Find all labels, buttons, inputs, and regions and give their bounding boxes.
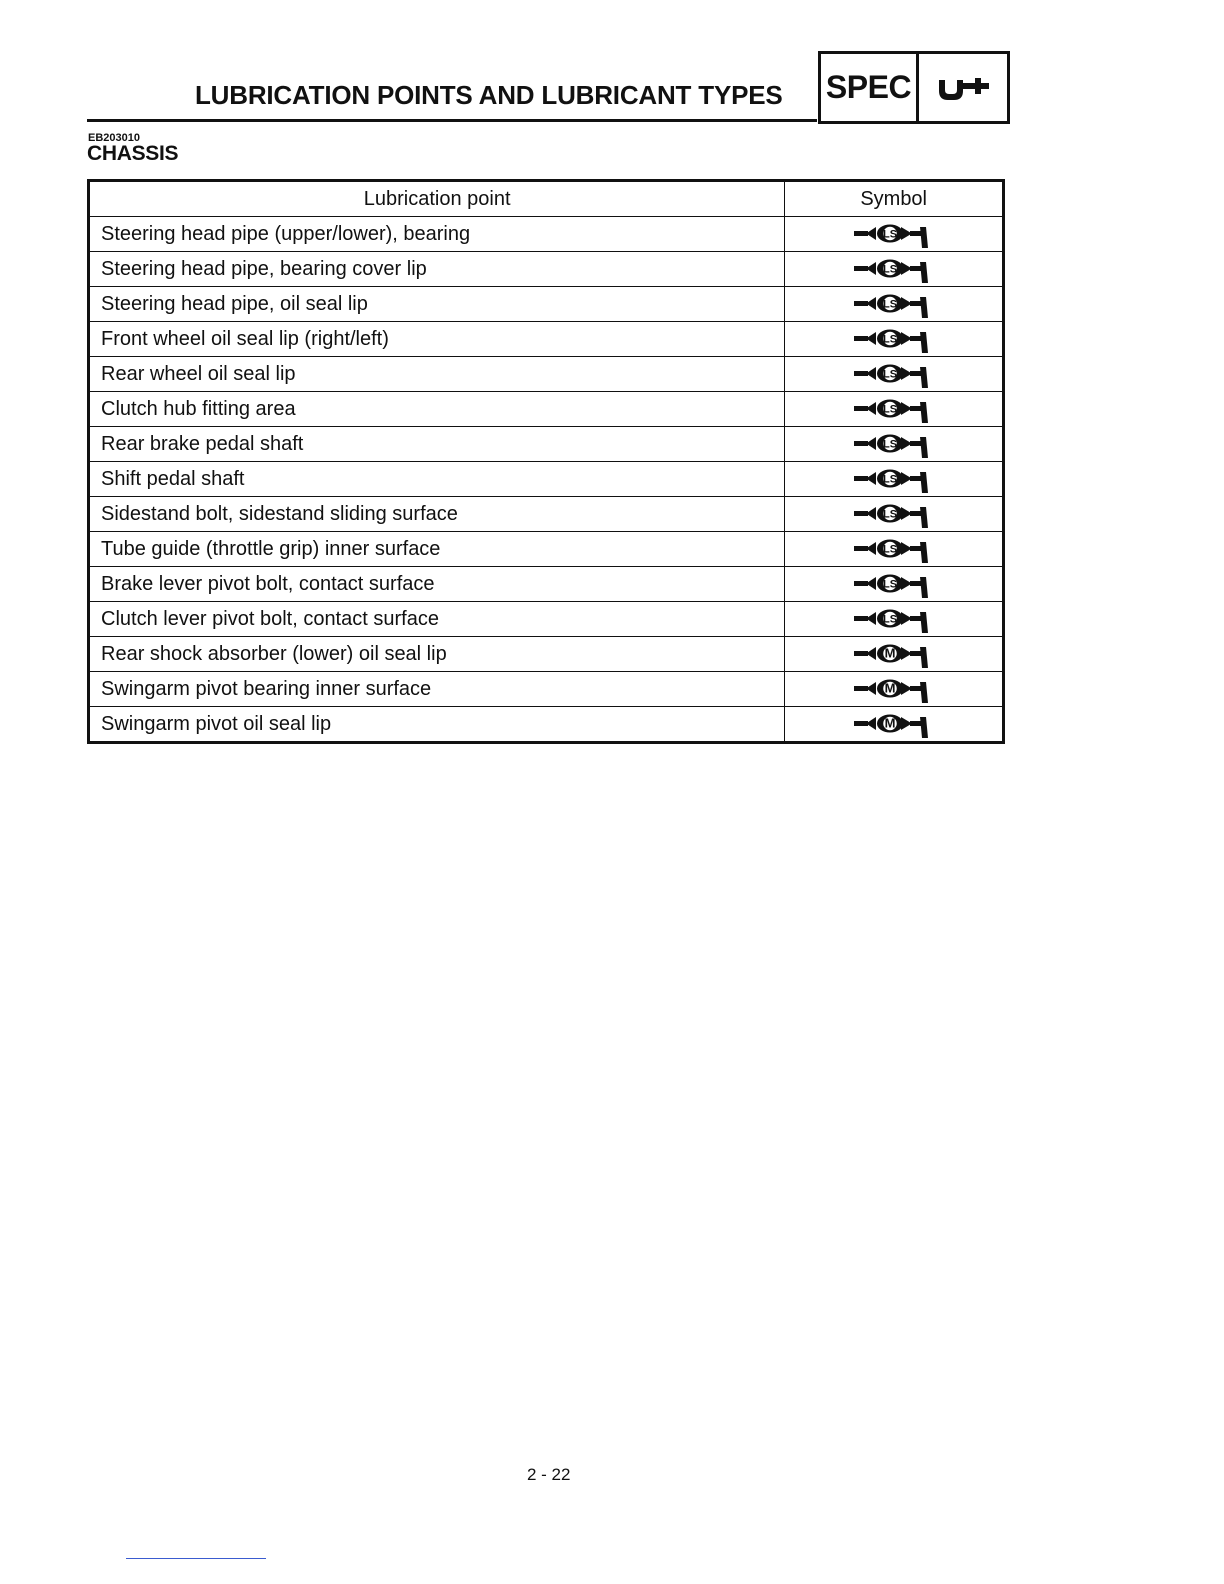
- lubrication-point-cell: Clutch lever pivot bolt, contact surface: [89, 602, 785, 637]
- table-row: [89, 322, 1004, 357]
- symbol-letter: LS: [882, 228, 897, 240]
- lubrication-table: [87, 179, 1005, 744]
- lithium-soap-grease-icon: [852, 223, 936, 249]
- lubrication-point-cell: Clutch hub fitting area: [89, 392, 785, 427]
- lithium-soap-grease-icon: [852, 258, 936, 284]
- symbol-cell: [785, 217, 1004, 252]
- symbol-letter: LS: [882, 543, 897, 555]
- symbol-cell: [785, 532, 1004, 567]
- spec-label: SPEC: [821, 54, 919, 121]
- lithium-soap-grease-icon: [852, 468, 936, 494]
- symbol-cell: [785, 287, 1004, 322]
- section-code: EB203010: [88, 132, 140, 144]
- lubrication-point-cell: Rear wheel oil seal lip: [89, 357, 785, 392]
- wrench-grease-icon: [919, 54, 1007, 121]
- table-row: [89, 287, 1004, 322]
- table-row: [89, 602, 1004, 637]
- lubrication-point-cell: Steering head pipe, bearing cover lip: [89, 252, 785, 287]
- table-header-row: [89, 181, 1004, 217]
- symbol-letter: LS: [882, 333, 897, 345]
- table-row: [89, 217, 1004, 252]
- lubrication-point-cell: Rear brake pedal shaft: [89, 427, 785, 462]
- lithium-soap-grease-icon: [852, 328, 936, 354]
- table-row: [89, 672, 1004, 707]
- symbol-letter: LS: [882, 508, 897, 520]
- table-row: [89, 497, 1004, 532]
- lithium-soap-grease-icon: [852, 573, 936, 599]
- lubrication-point-cell: Swingarm pivot oil seal lip: [89, 707, 785, 743]
- symbol-cell: [785, 497, 1004, 532]
- table-row: [89, 567, 1004, 602]
- symbol-letter: LS: [882, 263, 897, 275]
- lubrication-point-cell: Front wheel oil seal lip (right/left): [89, 322, 785, 357]
- table-row: [89, 707, 1004, 743]
- footer-line: [126, 1558, 266, 1559]
- molybdenum-grease-icon: [852, 643, 936, 669]
- column-header-lubrication-point: Lubrication point: [89, 181, 785, 217]
- lithium-soap-grease-icon: [852, 363, 936, 389]
- symbol-letter: LS: [882, 578, 897, 590]
- symbol-letter: LS: [882, 438, 897, 450]
- table-row: [89, 392, 1004, 427]
- lithium-soap-grease-icon: [852, 398, 936, 424]
- symbol-letter: LS: [882, 613, 897, 625]
- lubrication-point-cell: Rear shock absorber (lower) oil seal lip: [89, 637, 785, 672]
- table-body: [89, 217, 1004, 743]
- molybdenum-grease-icon: [852, 713, 936, 739]
- symbol-cell: [785, 462, 1004, 497]
- lithium-soap-grease-icon: [852, 538, 936, 564]
- spec-badge: [818, 51, 1010, 124]
- symbol-cell: [785, 637, 1004, 672]
- symbol-cell: [785, 707, 1004, 743]
- symbol-cell: [785, 322, 1004, 357]
- symbol-cell: [785, 427, 1004, 462]
- section-title: CHASSIS: [87, 142, 179, 165]
- table-row: [89, 252, 1004, 287]
- lithium-soap-grease-icon: [852, 433, 936, 459]
- lubrication-point-cell: Swingarm pivot bearing inner surface: [89, 672, 785, 707]
- page-number: 2 - 22: [527, 1465, 571, 1484]
- lubrication-point-cell: Sidestand bolt, sidestand sliding surface: [89, 497, 785, 532]
- table-row: [89, 637, 1004, 672]
- molybdenum-grease-icon: [852, 678, 936, 704]
- symbol-letter: LS: [882, 368, 897, 380]
- table-row: [89, 427, 1004, 462]
- table-row: [89, 532, 1004, 567]
- symbol-cell: [785, 392, 1004, 427]
- symbol-letter: LS: [882, 473, 897, 485]
- symbol-letter: LS: [882, 298, 897, 310]
- symbol-cell: [785, 602, 1004, 637]
- symbol-letter: LS: [882, 403, 897, 415]
- title-rule: [87, 119, 817, 122]
- lubrication-point-cell: Steering head pipe, oil seal lip: [89, 287, 785, 322]
- symbol-letter: M: [884, 645, 896, 660]
- lubrication-point-cell: Tube guide (throttle grip) inner surface: [89, 532, 785, 567]
- symbol-cell: [785, 252, 1004, 287]
- page-title: LUBRICATION POINTS AND LUBRICANT TYPES: [195, 80, 783, 110]
- lithium-soap-grease-icon: [852, 293, 936, 319]
- lithium-soap-grease-icon: [852, 608, 936, 634]
- column-header-symbol: Symbol: [785, 181, 1004, 217]
- symbol-cell: [785, 357, 1004, 392]
- table-row: [89, 462, 1004, 497]
- lubrication-point-cell: Steering head pipe (upper/lower), bearing: [89, 217, 785, 252]
- symbol-letter: M: [884, 680, 896, 695]
- lubrication-point-cell: Shift pedal shaft: [89, 462, 785, 497]
- lithium-soap-grease-icon: [852, 503, 936, 529]
- symbol-cell: [785, 672, 1004, 707]
- symbol-letter: M: [884, 715, 896, 730]
- symbol-cell: [785, 567, 1004, 602]
- table-row: [89, 357, 1004, 392]
- lubrication-point-cell: Brake lever pivot bolt, contact surface: [89, 567, 785, 602]
